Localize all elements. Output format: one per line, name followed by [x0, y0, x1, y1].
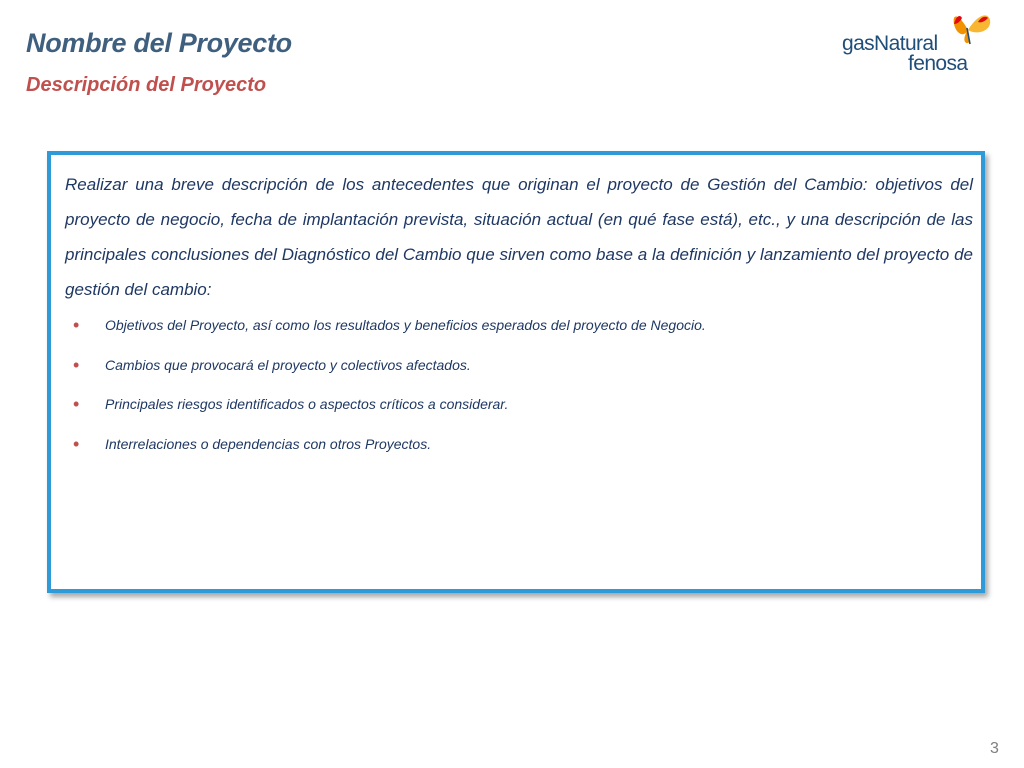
- list-item: [65, 354, 965, 397]
- logo-text-line1: gasNatural: [842, 32, 938, 55]
- company-logo: [840, 8, 1000, 78]
- page-number: 3: [990, 740, 999, 757]
- page-title: Nombre del Proyecto: [26, 28, 292, 58]
- list-item-text: Interrelaciones o dependencias con otros Proyectos.: [105, 435, 432, 452]
- description-box: [47, 151, 985, 593]
- list-item: [65, 433, 965, 476]
- page-subtitle: Descripción del Proyecto: [26, 74, 267, 96]
- list-item: [65, 317, 965, 357]
- butterfly-icon: [948, 8, 994, 48]
- list-item: [65, 396, 965, 436]
- bullet-icon: •: [73, 315, 80, 335]
- intro-paragraph: Realizar una breve descripción de los antecedentes que originan el proyecto de Gestión del Cambio: objetivos del proyecto de negocio, fecha de implantación prevista, situación actual (en qué fase está), etc., y una descripción de las principales conclusiones del Diagnóstico del Cambio que sirven como base a la definición y lanzamiento del proyecto de gestión del cambio:: [65, 175, 973, 299]
- list-item-text: Principales riesgos identificados o aspectos críticos a considerar.: [105, 396, 509, 412]
- list-item-text: Cambios que provocará el proyecto y colectivos afectados.: [105, 356, 471, 373]
- bullet-list: [65, 317, 965, 475]
- list-item-text: Objetivos del Proyecto, así como los resultados y beneficios esperados del proyecto de Negocio.: [105, 317, 706, 333]
- bullet-icon: •: [73, 394, 80, 414]
- bullet-icon: •: [73, 433, 80, 454]
- bullet-icon: •: [73, 354, 80, 375]
- logo-text-line2: fenosa: [908, 52, 968, 75]
